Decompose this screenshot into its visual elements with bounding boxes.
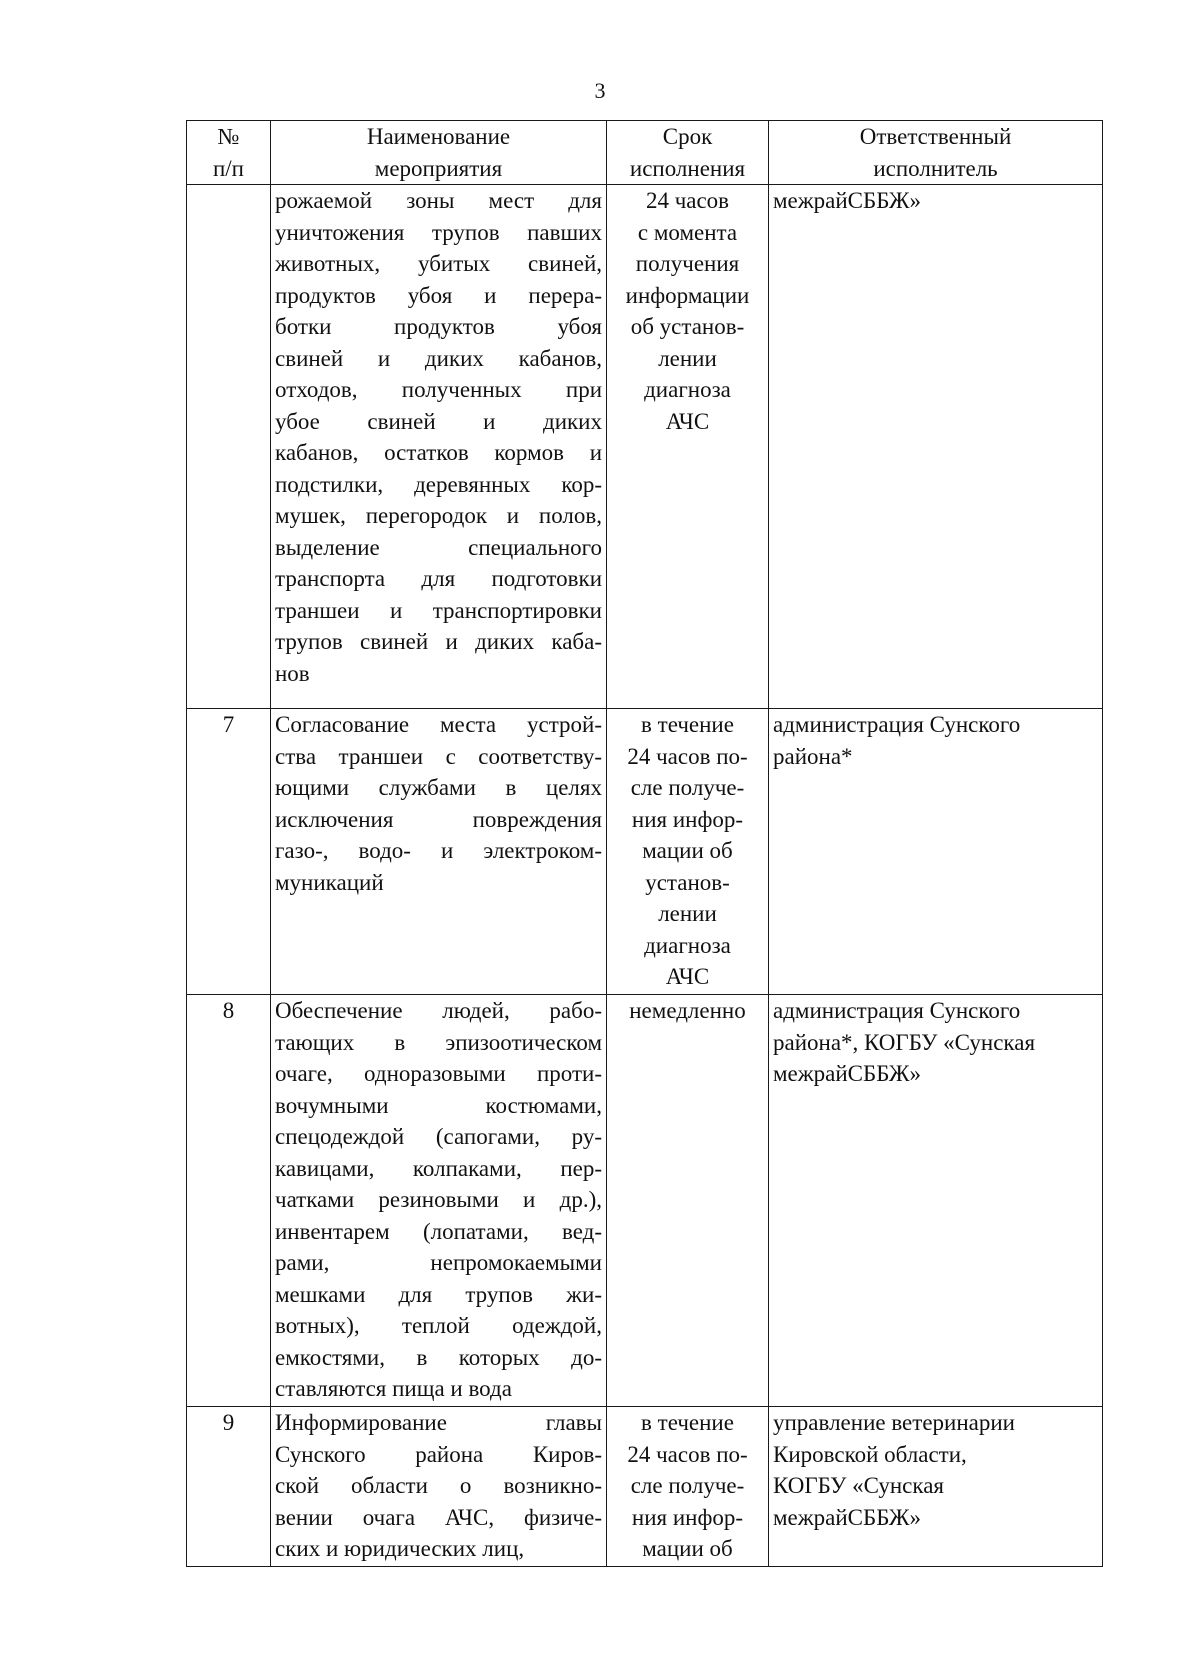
term-cell (607, 709, 769, 995)
measure-name-line: вении очага АЧС, физиче- (275, 1504, 602, 1530)
measure-name-line: отходов, полученных при (275, 377, 602, 402)
responsible-line: управление ветеринарии (773, 1410, 1015, 1435)
term-line: диагноза (644, 377, 731, 402)
measure-name-line: инвентарем (лопатами, вед- (275, 1218, 602, 1244)
table-row (187, 995, 1103, 1407)
measure-name-line: тающих в эпизоотическом (275, 1029, 602, 1055)
measure-name-line: вотных), теплой одеждой, (275, 1313, 602, 1338)
measure-name-line: чатками резиновыми и др.), (275, 1187, 602, 1212)
responsible-cell (769, 1407, 1103, 1567)
term-line: диагноза (644, 932, 731, 958)
term-line: АЧС (665, 964, 710, 989)
term-line: в течение (641, 1410, 734, 1435)
responsible-line: района*, КОГБУ «Сунская (773, 1029, 1036, 1055)
measure-name-line: ботки продуктов убоя (275, 314, 602, 339)
term-line: немедленно (629, 998, 746, 1023)
term-line: с момента (637, 219, 738, 245)
term-line: мации об (642, 1536, 733, 1561)
term-cell (607, 1407, 769, 1567)
term-line: ния инфор- (631, 806, 744, 832)
term-cell (607, 995, 769, 1407)
measure-name-line: ставляются пища и вода (275, 1376, 512, 1401)
measure-name-line: убое свиней и диких (275, 408, 602, 434)
measure-name-cell (271, 1407, 607, 1567)
term-line: информации (625, 282, 750, 308)
measure-name-line: муникаций (275, 869, 384, 895)
term-line: ния инфор- (631, 1504, 744, 1530)
row-number-cell (187, 185, 271, 709)
term-line: в течение (641, 712, 734, 737)
responsible-line: межрайСББЖ» (773, 188, 921, 213)
responsible-line: администрация Сунского (773, 998, 1021, 1023)
responsible-line: КОГБУ «Сунская (773, 1473, 945, 1498)
measure-name-line: Обеспечение людей, рабо- (275, 998, 602, 1023)
measure-name-line: подстилки, деревянных кор- (275, 471, 602, 497)
measure-name-line: кабанов, остатков кормов и (275, 440, 602, 465)
table-row (187, 185, 1103, 709)
measure-name-line: мушек, перегородок и полов, (275, 503, 602, 528)
responsible-cell (769, 995, 1103, 1407)
term-line: сле получе- (630, 1473, 745, 1498)
measure-name-line: нов (275, 660, 310, 686)
measure-name-cell (271, 185, 607, 709)
measures-table (186, 120, 1103, 1567)
measure-name-line: уничтожения трупов павших (275, 219, 602, 245)
measure-name-line: трупов свиней и диких каба- (275, 629, 602, 654)
responsible-cell (769, 185, 1103, 709)
responsible-line: администрация Сунского (773, 712, 1021, 737)
term-line: 24 часов (645, 188, 730, 213)
measure-name-line: Согласование места устрой- (275, 712, 602, 737)
responsible-line: Кировской области, (773, 1441, 967, 1467)
term-line: лении (658, 345, 717, 371)
measure-name-line: ских и юридических лиц, (275, 1536, 525, 1561)
measure-name-line: очаге, одноразовыми проти- (275, 1061, 602, 1086)
table-row (187, 1407, 1103, 1567)
term-cell (607, 185, 769, 709)
term-line: лении (658, 901, 717, 926)
measure-name-line: рожаемой зоны мест для (275, 188, 602, 213)
row-number-cell: 8 (187, 995, 271, 1407)
responsible-cell (769, 709, 1103, 995)
page-number: 3 (594, 78, 606, 103)
measure-name-line: вочумными костюмами, (275, 1092, 602, 1118)
measure-name-line: свиней и диких кабанов, (275, 345, 602, 371)
measure-name-line: кавицами, колпаками, пер- (275, 1155, 602, 1181)
measure-name-cell (271, 995, 607, 1407)
term-line: 24 часов по- (627, 1441, 748, 1467)
measure-name-line: ющими службами в целях (275, 775, 602, 800)
term-line: получения (635, 251, 740, 276)
measure-name-line: мешками для трупов жи- (275, 1281, 602, 1307)
measure-name-line: ства траншеи с соответству- (275, 743, 602, 769)
measure-name-line: траншеи и транспортировки (275, 597, 602, 623)
header-number: № п/п (187, 121, 271, 185)
measure-name-line: исключения повреждения (275, 806, 602, 832)
measure-name-line: транспорта для подготовки (275, 566, 602, 591)
measure-name-cell (271, 709, 607, 995)
row-number-cell: 9 (187, 1407, 271, 1567)
responsible-line: межрайСББЖ» (773, 1504, 921, 1530)
header-term: Срок исполнения (607, 121, 769, 185)
term-line: мации об (642, 838, 733, 863)
term-line: 24 часов по- (627, 743, 748, 769)
responsible-line: межрайСББЖ» (773, 1061, 921, 1086)
measure-name-line: Сунского района Киров- (275, 1441, 602, 1467)
measure-name-line: емкостями, в которых до- (275, 1344, 602, 1370)
header-name: Наименование мероприятия (271, 121, 607, 185)
measure-name-line: ской области о возникно- (275, 1473, 602, 1498)
table-header-row (187, 121, 1103, 185)
measure-name-line: спецодеждой (сапогами, ру- (275, 1124, 602, 1149)
measure-name-line: рами, непромокаемыми (275, 1250, 602, 1275)
measure-name-line: Информирование главы (275, 1410, 602, 1435)
measure-name-line: продуктов убоя и перера- (275, 282, 602, 308)
row-number-cell: 7 (187, 709, 271, 995)
responsible-line: района* (773, 743, 853, 769)
header-responsible: Ответственный исполнитель (769, 121, 1103, 185)
term-line: сле получе- (630, 775, 745, 800)
measure-name-line: животных, убитых свиней, (275, 251, 602, 276)
term-line: АЧС (665, 408, 710, 434)
measure-name-line: выделение специального (275, 534, 602, 560)
term-line: установ- (645, 869, 730, 895)
term-line: об установ- (630, 314, 745, 339)
measure-name-line: газо-, водо- и электроком- (275, 838, 602, 863)
table-row (187, 709, 1103, 995)
